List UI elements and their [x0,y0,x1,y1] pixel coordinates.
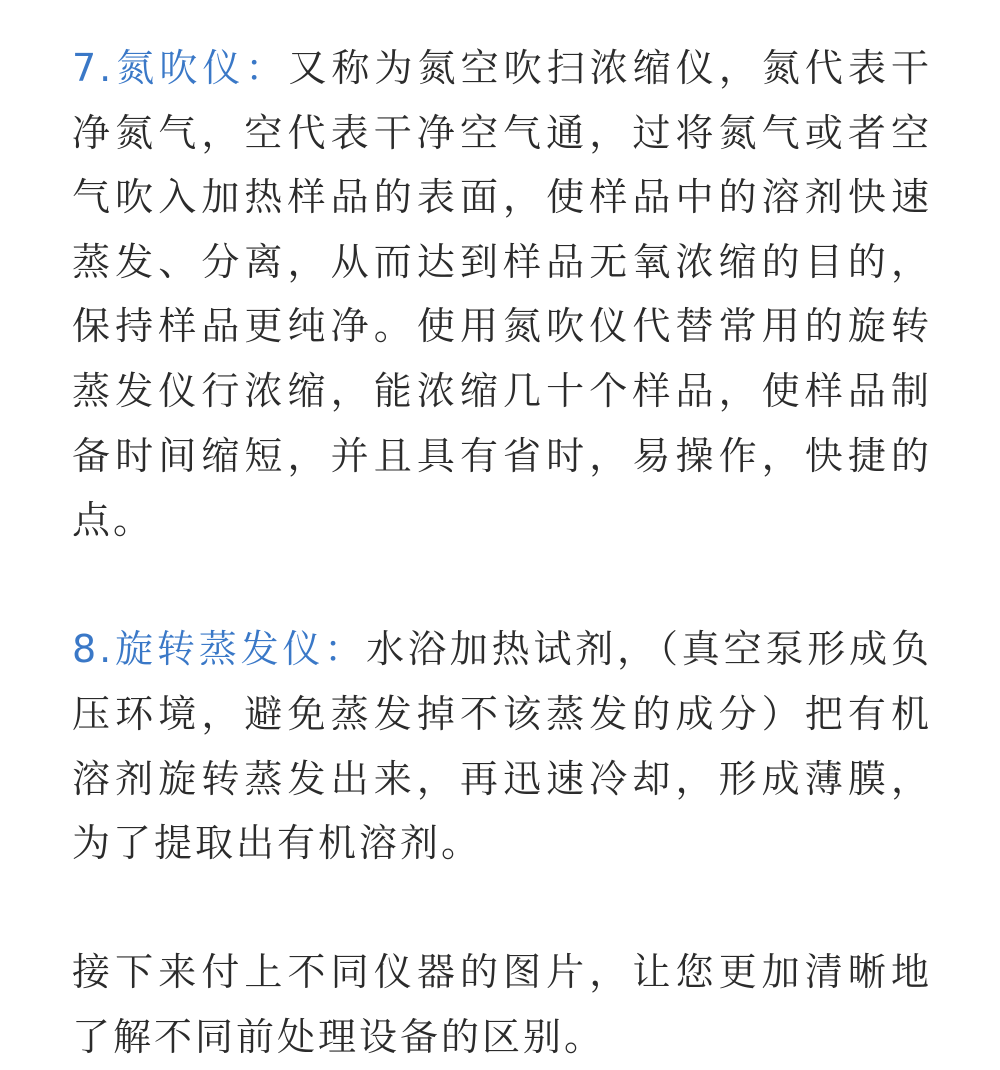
term-heading: 7.氮吹仪： [72,46,289,90]
paragraph-nitrogen-evaporator [72,36,932,553]
article-body [72,36,932,1070]
paragraph-text: 又称为氮空吹扫浓缩仪，氮代表干净氮气，空代表干净空气通，过将氮气或者空气吹入加热样品的表面，使样品中的溶剂快速蒸发、分离，从而达到样品无氧浓缩的目的，保持样品更纯净。使用氮吹仪代替常用的旋转蒸发仪行浓缩，能浓缩几十个样品，使样品制备时间缩短，并且具有省时，易操作，快捷的点。 [72,46,932,543]
paragraph-text: 接下来付上不同仪器的图片，让您更加清晰地了解不同前处理设备的区别。 [72,950,932,1059]
paragraph-text: 水浴加热试剂，（真空泵形成负压环境，避免蒸发掉不该蒸发的成分）把有机溶剂旋转蒸发出来，再迅速冷却，形成薄膜，为了提取出有机溶剂。 [72,627,932,866]
term-heading: 8.旋转蒸发仪： [72,627,367,672]
paragraph-closing [72,940,932,1069]
paragraph-rotary-evaporator [72,617,932,875]
